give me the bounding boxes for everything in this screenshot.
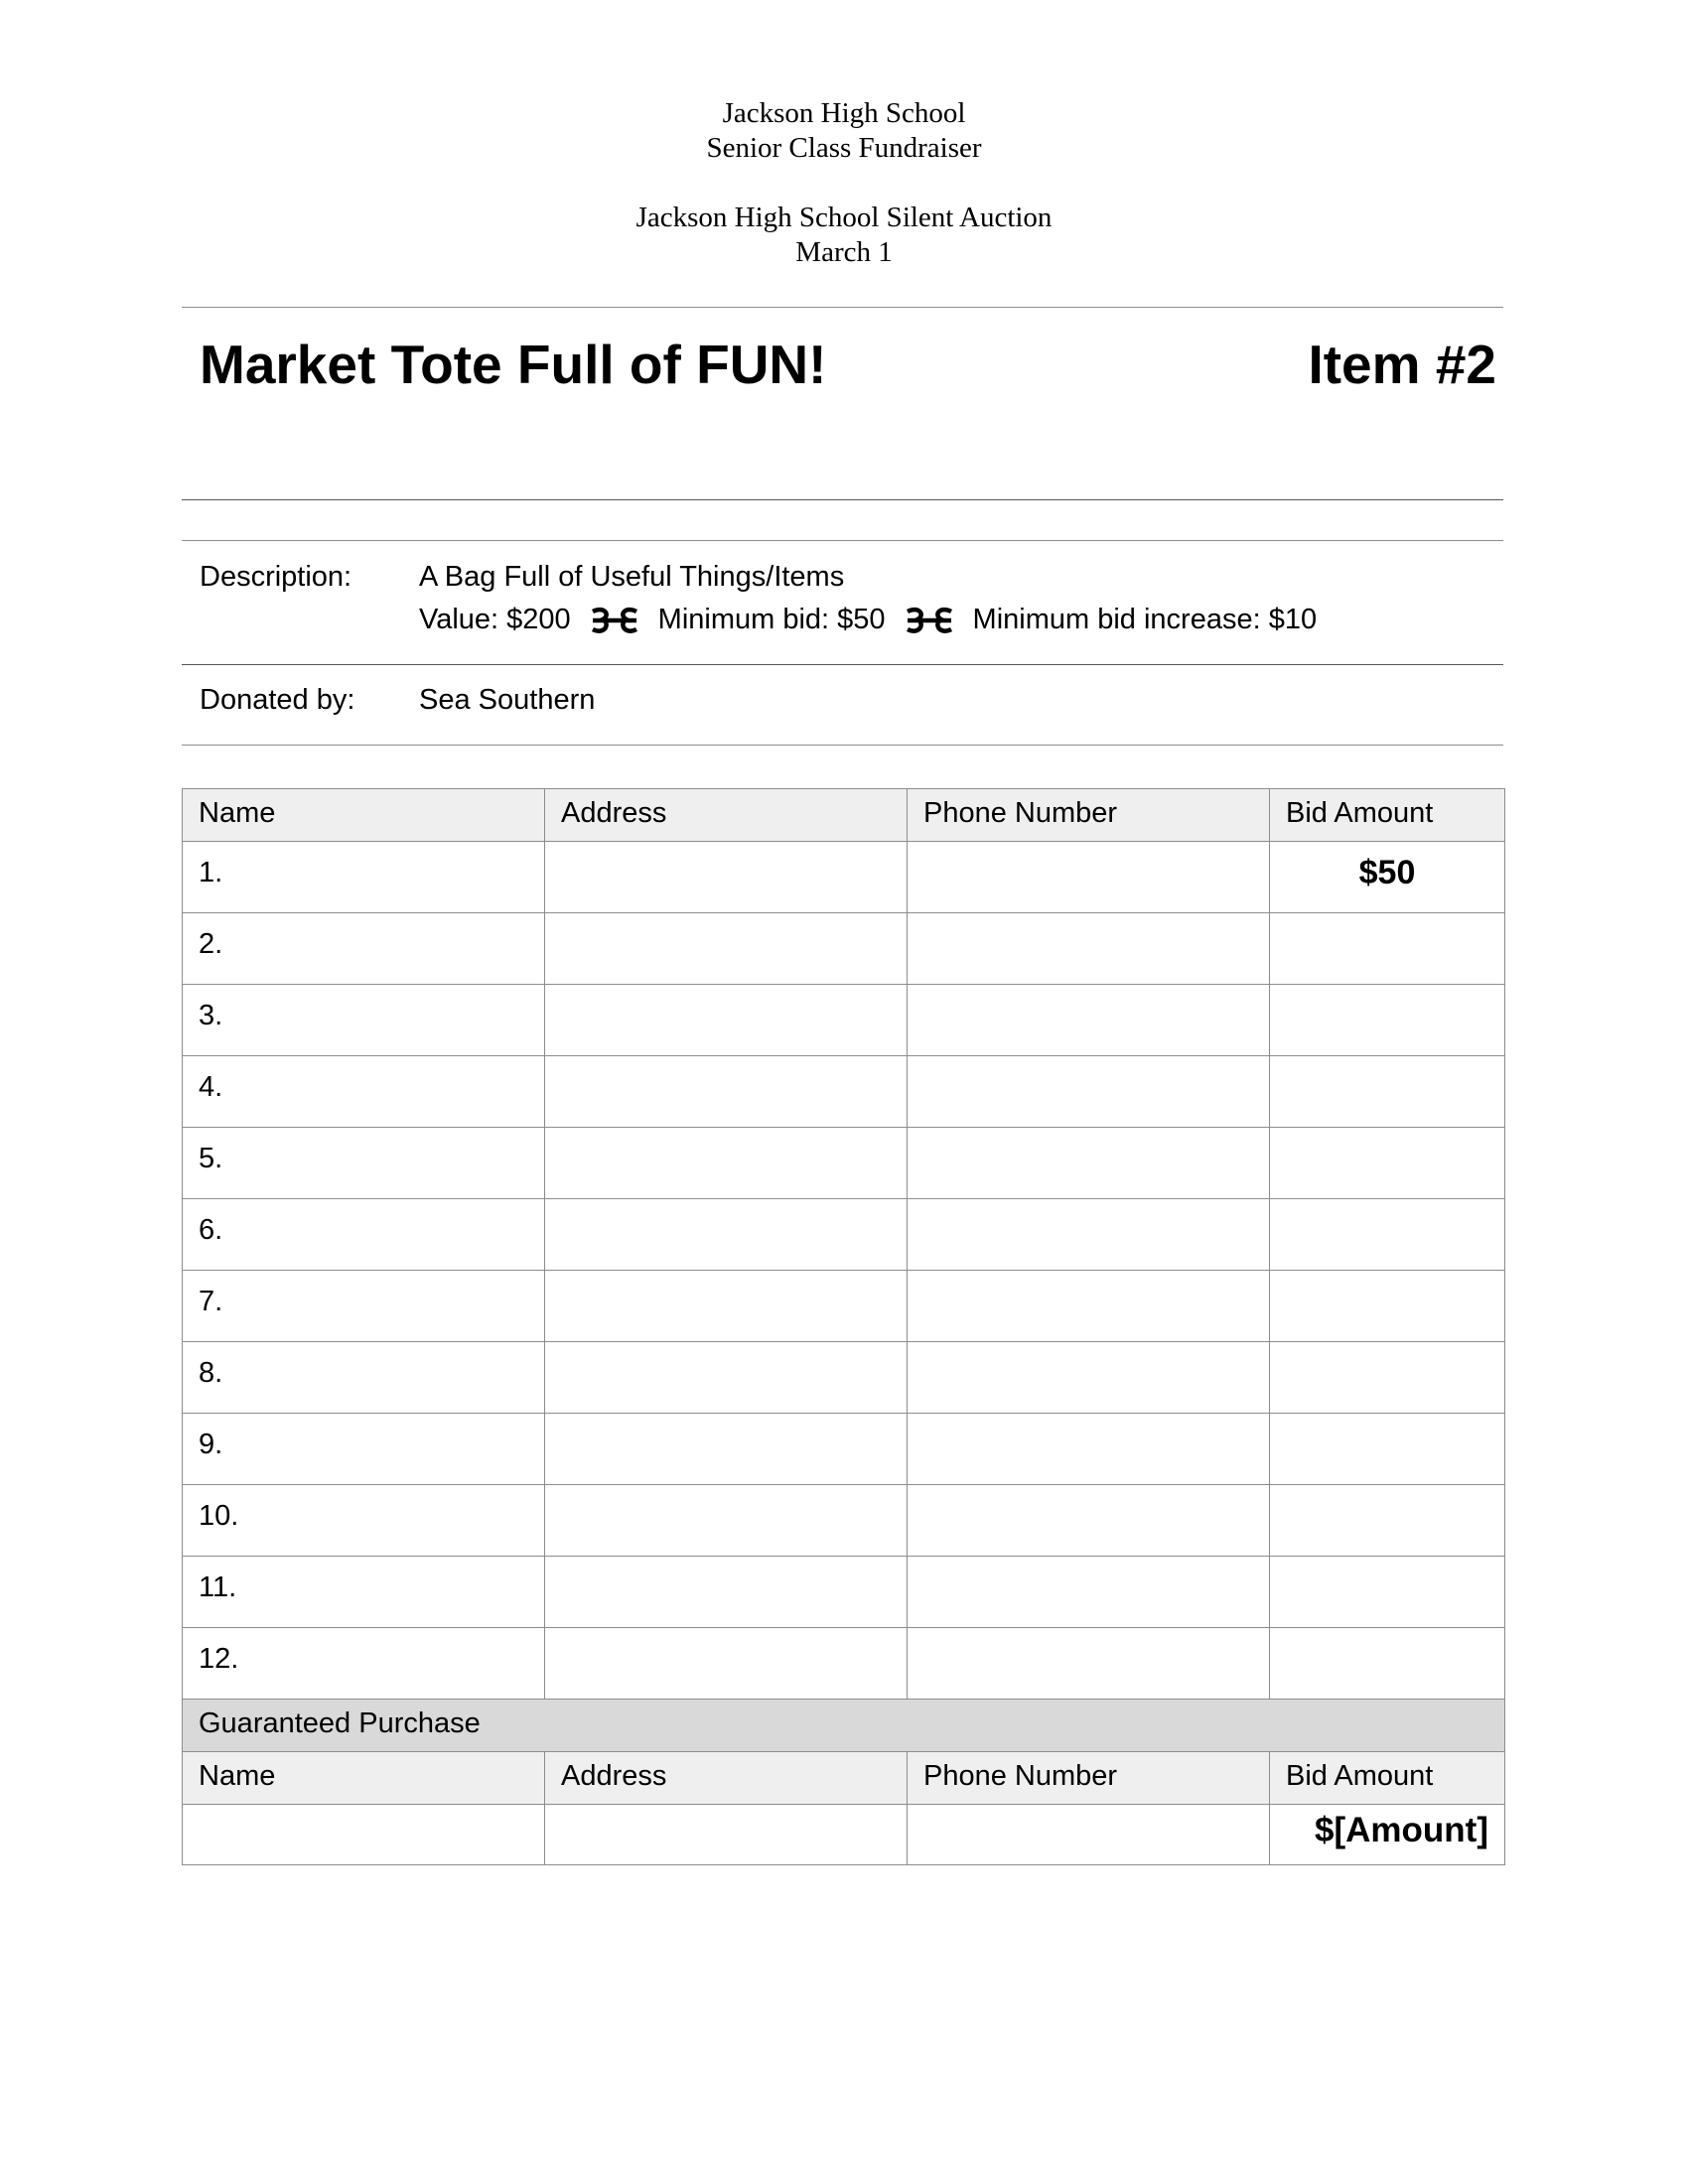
bid-cell[interactable] bbox=[1270, 913, 1505, 985]
name-cell[interactable]: 7. bbox=[183, 1271, 545, 1342]
page-header bbox=[0, 96, 1688, 166]
phone-cell[interactable] bbox=[908, 1271, 1270, 1342]
minimum-increase-text: Minimum bid increase: $10 bbox=[972, 604, 1318, 635]
phone-cell[interactable] bbox=[908, 1414, 1270, 1485]
table-row bbox=[183, 1414, 1505, 1485]
divider-donated-bottom bbox=[182, 745, 1503, 746]
column-header-name: Name bbox=[183, 789, 545, 842]
column-header-bid: Bid Amount bbox=[1270, 1752, 1505, 1805]
item-number: Item #2 bbox=[1308, 334, 1496, 395]
column-header-phone: Phone Number bbox=[908, 789, 1270, 842]
pricing-line bbox=[419, 602, 1317, 637]
table-row bbox=[183, 1342, 1505, 1414]
address-cell[interactable] bbox=[545, 1056, 908, 1128]
guaranteed-phone-cell[interactable] bbox=[908, 1805, 1270, 1865]
name-cell[interactable]: 5. bbox=[183, 1128, 545, 1199]
divider-description-top bbox=[182, 540, 1503, 541]
description-label: Description: bbox=[200, 561, 352, 593]
bid-cell[interactable] bbox=[1270, 1557, 1505, 1628]
address-cell[interactable] bbox=[545, 985, 908, 1056]
table-row bbox=[183, 1128, 1505, 1199]
table-row bbox=[183, 1557, 1505, 1628]
event-date: March 1 bbox=[795, 236, 893, 268]
name-cell[interactable]: 8. bbox=[183, 1342, 545, 1414]
bid-cell[interactable]: $50 bbox=[1270, 842, 1505, 913]
bid-cell[interactable] bbox=[1270, 1628, 1505, 1700]
phone-cell[interactable] bbox=[908, 985, 1270, 1056]
name-cell[interactable]: 2. bbox=[183, 913, 545, 985]
scissors-icon bbox=[904, 606, 955, 635]
address-cell[interactable] bbox=[545, 1485, 908, 1557]
name-cell[interactable]: 1. bbox=[183, 842, 545, 913]
bid-cell[interactable] bbox=[1270, 1199, 1505, 1271]
name-cell[interactable]: 11. bbox=[183, 1557, 545, 1628]
guaranteed-entry-row bbox=[183, 1805, 1505, 1865]
minimum-bid-text: Minimum bid: $50 bbox=[657, 604, 886, 635]
table-row bbox=[183, 1199, 1505, 1271]
name-cell[interactable]: 12. bbox=[183, 1628, 545, 1700]
item-title: Market Tote Full of FUN! bbox=[200, 334, 827, 395]
event-name: Jackson High School Silent Auction bbox=[635, 202, 1053, 233]
donated-label: Donated by: bbox=[200, 684, 355, 716]
address-cell[interactable] bbox=[545, 1128, 908, 1199]
phone-cell[interactable] bbox=[908, 1128, 1270, 1199]
bid-table-header bbox=[183, 789, 1505, 842]
fundraiser-name: Senior Class Fundraiser bbox=[706, 132, 982, 164]
address-cell[interactable] bbox=[545, 1342, 908, 1414]
guaranteed-purchase-row bbox=[183, 1700, 1505, 1752]
address-cell[interactable] bbox=[545, 842, 908, 913]
bid-cell[interactable] bbox=[1270, 1056, 1505, 1128]
column-header-address: Address bbox=[545, 1752, 908, 1805]
name-cell[interactable]: 4. bbox=[183, 1056, 545, 1128]
column-header-bid: Bid Amount bbox=[1270, 789, 1505, 842]
phone-cell[interactable] bbox=[908, 1485, 1270, 1557]
table-row bbox=[183, 1271, 1505, 1342]
guaranteed-purchase-label: Guaranteed Purchase bbox=[183, 1700, 1505, 1752]
column-header-phone: Phone Number bbox=[908, 1752, 1270, 1805]
table-row bbox=[183, 1628, 1505, 1700]
bid-cell[interactable] bbox=[1270, 985, 1505, 1056]
bid-cell[interactable] bbox=[1270, 1342, 1505, 1414]
name-cell[interactable]: 10. bbox=[183, 1485, 545, 1557]
phone-cell[interactable] bbox=[908, 1056, 1270, 1128]
value-text: Value: $200 bbox=[419, 604, 571, 635]
bid-cell[interactable] bbox=[1270, 1485, 1505, 1557]
name-cell[interactable]: 9. bbox=[183, 1414, 545, 1485]
phone-cell[interactable] bbox=[908, 1342, 1270, 1414]
table-row bbox=[183, 913, 1505, 985]
divider-top bbox=[182, 307, 1503, 308]
phone-cell[interactable] bbox=[908, 842, 1270, 913]
table-row bbox=[183, 985, 1505, 1056]
school-name: Jackson High School bbox=[722, 97, 966, 129]
bid-table bbox=[182, 788, 1505, 1865]
divider-donated-top bbox=[182, 664, 1503, 665]
phone-cell[interactable] bbox=[908, 1199, 1270, 1271]
name-cell[interactable]: 3. bbox=[183, 985, 545, 1056]
description-text: A Bag Full of Useful Things/Items bbox=[419, 561, 845, 593]
table-row bbox=[183, 1485, 1505, 1557]
guaranteed-address-cell[interactable] bbox=[545, 1805, 908, 1865]
guaranteed-header bbox=[183, 1752, 1505, 1805]
address-cell[interactable] bbox=[545, 1199, 908, 1271]
name-cell[interactable]: 6. bbox=[183, 1199, 545, 1271]
bid-cell[interactable] bbox=[1270, 1271, 1505, 1342]
table-row bbox=[183, 842, 1505, 913]
phone-cell[interactable] bbox=[908, 913, 1270, 985]
column-header-name: Name bbox=[183, 1752, 545, 1805]
donor-name: Sea Southern bbox=[419, 684, 596, 716]
address-cell[interactable] bbox=[545, 913, 908, 985]
phone-cell[interactable] bbox=[908, 1628, 1270, 1700]
address-cell[interactable] bbox=[545, 1557, 908, 1628]
phone-cell[interactable] bbox=[908, 1557, 1270, 1628]
table-row bbox=[183, 1056, 1505, 1128]
guaranteed-name-cell[interactable] bbox=[183, 1805, 545, 1865]
address-cell[interactable] bbox=[545, 1628, 908, 1700]
column-header-address: Address bbox=[545, 789, 908, 842]
address-cell[interactable] bbox=[545, 1271, 908, 1342]
divider-title-bottom bbox=[182, 499, 1503, 500]
guaranteed-amount-cell[interactable]: $[Amount] bbox=[1270, 1805, 1505, 1865]
scissors-icon bbox=[589, 606, 640, 635]
address-cell[interactable] bbox=[545, 1414, 908, 1485]
event-header bbox=[0, 201, 1688, 270]
bid-cell[interactable] bbox=[1270, 1414, 1505, 1485]
bid-cell[interactable] bbox=[1270, 1128, 1505, 1199]
